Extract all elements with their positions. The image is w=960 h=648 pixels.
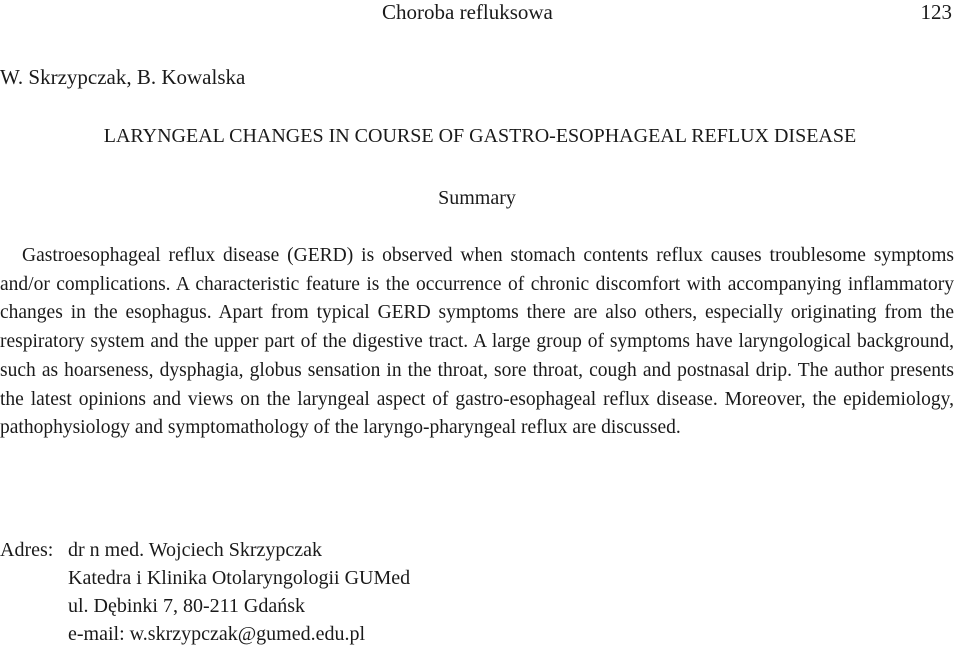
address-label: Adres: bbox=[0, 539, 54, 561]
page-number: 123 bbox=[920, 0, 952, 24]
address-department: Katedra i Klinika Otolaryngologii GUMed bbox=[68, 567, 411, 589]
running-title: Choroba refluksowa bbox=[382, 0, 553, 24]
address-name: dr n med. Wojciech Skrzypczak bbox=[68, 539, 323, 561]
address-street: ul. Dębinki 7, 80-211 Gdańsk bbox=[68, 595, 306, 617]
correspondence-address bbox=[0, 536, 410, 648]
article-title: LARYNGEAL CHANGES IN COURSE OF GASTRO-ESOPHAGEAL REFLUX DISEASE bbox=[103, 125, 857, 147]
summary-text: Gastroesophageal reflux disease (GERD) is observed when stomach contents reflux causes troublesome symptoms and/or complications. A characteristic feature is the occurrence of chronic discomfort with accompanying inflammatory changes in the esophagus. Apart from typical GERD symptoms there are also others, especially originating from the respiratory system and the upper part of the digestive tract. A large group of symptoms have laryngological background, such as hoarseness, dysphagia, globus sensation in the throat, sore throat, cough and postnasal drip. The author presents the latest opinions and views on the laryngeal aspect of gastro-esophageal reflux disease. Moreover, the epidemiology, pathophysiology and symptomathology of the laryngo-pharyngeal reflux are discussed. bbox=[0, 245, 954, 439]
address-first-row bbox=[0, 536, 410, 564]
running-header bbox=[0, 0, 960, 26]
address-email: e-mail: w.skrzypczak@gumed.edu.pl bbox=[68, 623, 366, 645]
article-authors: W. Skrzypczak, B. Kowalska bbox=[0, 65, 246, 89]
summary-heading: Summary bbox=[438, 187, 516, 209]
